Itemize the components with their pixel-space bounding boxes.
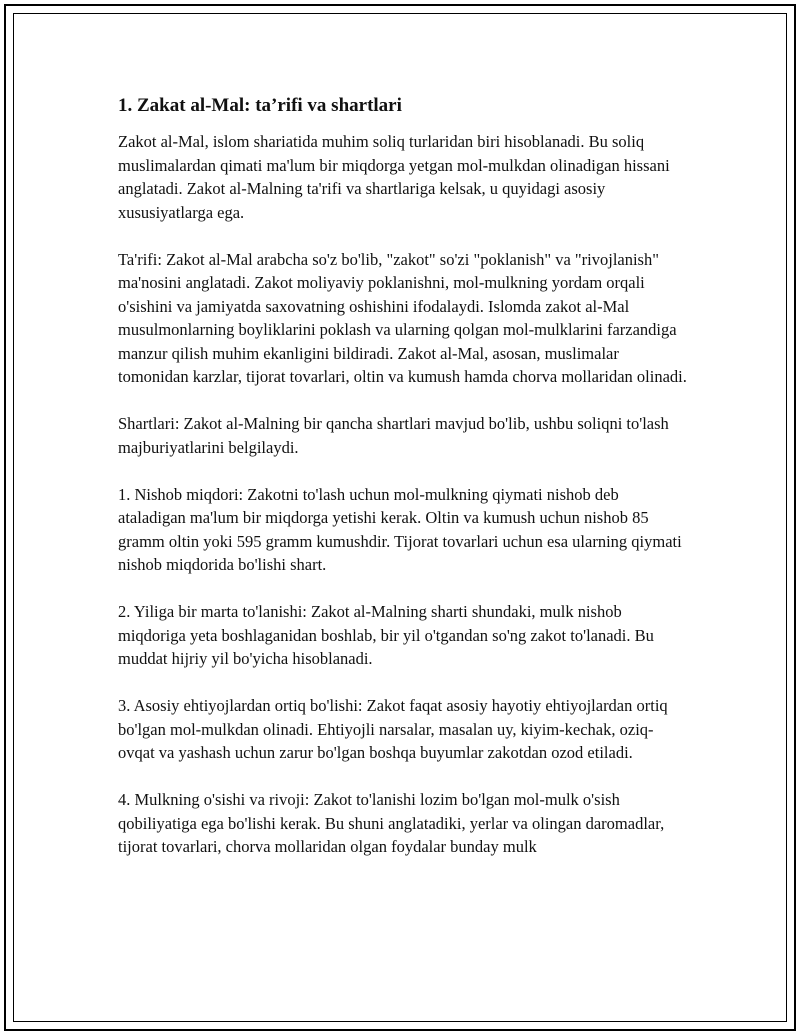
section-heading: 1. Zakat al-Mal: ta’rifi va shartlari [118, 95, 402, 116]
paragraph-conditions: Shartlari: Zakot al-Malning bir qancha shartlari mavjud bo'lib, ushbu soliqni to'lash majburiyatlarini belgilaydi. [118, 414, 669, 457]
paragraph-condition-3: 3. Asosiy ehtiyojlardan ortiq bo'lishi: Zakot faqat asosiy hayotiy ehtiyojlardan ortiq bo'lgan mol-mulkdan olinadi. Ehtiyojli narsalar, masalan uy, kiyim-kechak, oziq-ovqat va yashash uchun zarur bo'lgan boshqa buyumlar zakotdan ozod etiladi. [118, 696, 668, 762]
paragraph-definition: Ta'rifi: Zakot al-Mal arabcha so'z bo'lib, "zakot" so'zi "poklanish" va "rivojlanish" ma'nosini anglatadi. Zakot moliyaviy poklanishni, mol-mulkning yordam orqali o'sishini va jamiyatda saxovatning oshishini ifodalaydi. Islomda zakot al-Mal musulmonlarning boyliklarini poklash va ularning qolgan mol-mulklarini farzandiga manzur qilish muhim ekanligini bildiradi. Zakot al-Mal, asosan, muslimalar tomonidan karzlar, tijorat tovarlari, oltin va kumush hamda chorva mollaridan olinadi. [118, 249, 687, 386]
paragraph-condition-1: 1. Nishob miqdori: Zakotni to'lash uchun mol-mulkning qiymati nishob deb ataladigan ma'lum bir miqdorga yetishi kerak. Oltin va kumush uchun nishob 85 gramm oltin yoki 595 gramm kumushdir. Tijorat tovarlari uchun esa ularning qiymati nishob miqdorida bo'lishi shart. [118, 484, 682, 574]
paragraph-condition-2: 2. Yiliga bir marta to'lanishi: Zakot al-Malning sharti shundaki, mulk nishob miqdoriga yeta boshlaganidan boshlab, bir yil o'tgandan so'ng zakot to'lanadi. Bu muddat hijriy yil bo'yicha hisoblanadi. [118, 602, 654, 668]
paragraph-condition-4: 4. Mulkning o'sishi va rivoji: Zakot to'lanishi lozim bo'lgan mol-mulk o'sish qobiliyatiga ega bo'lishi kerak. Bu shuni anglatadiki, yerlar va olingan daromadlar, tijorat tovarlari, chorva mollaridan olgan foydalar bunday mulk [118, 790, 665, 856]
document-body [118, 92, 688, 882]
paragraph-intro: Zakot al-Mal, islom shariatida muhim soliq turlaridan biri hisoblanadi. Bu soliq muslimalardan qimati ma'lum bir miqdorga yetgan mol-mulkdan olinadigan hissani anglatadi. Zakot al-Malning ta'rifi va shartlariga kelsak, u quyidagi asosiy xususiyatlarga ega. [118, 132, 670, 222]
